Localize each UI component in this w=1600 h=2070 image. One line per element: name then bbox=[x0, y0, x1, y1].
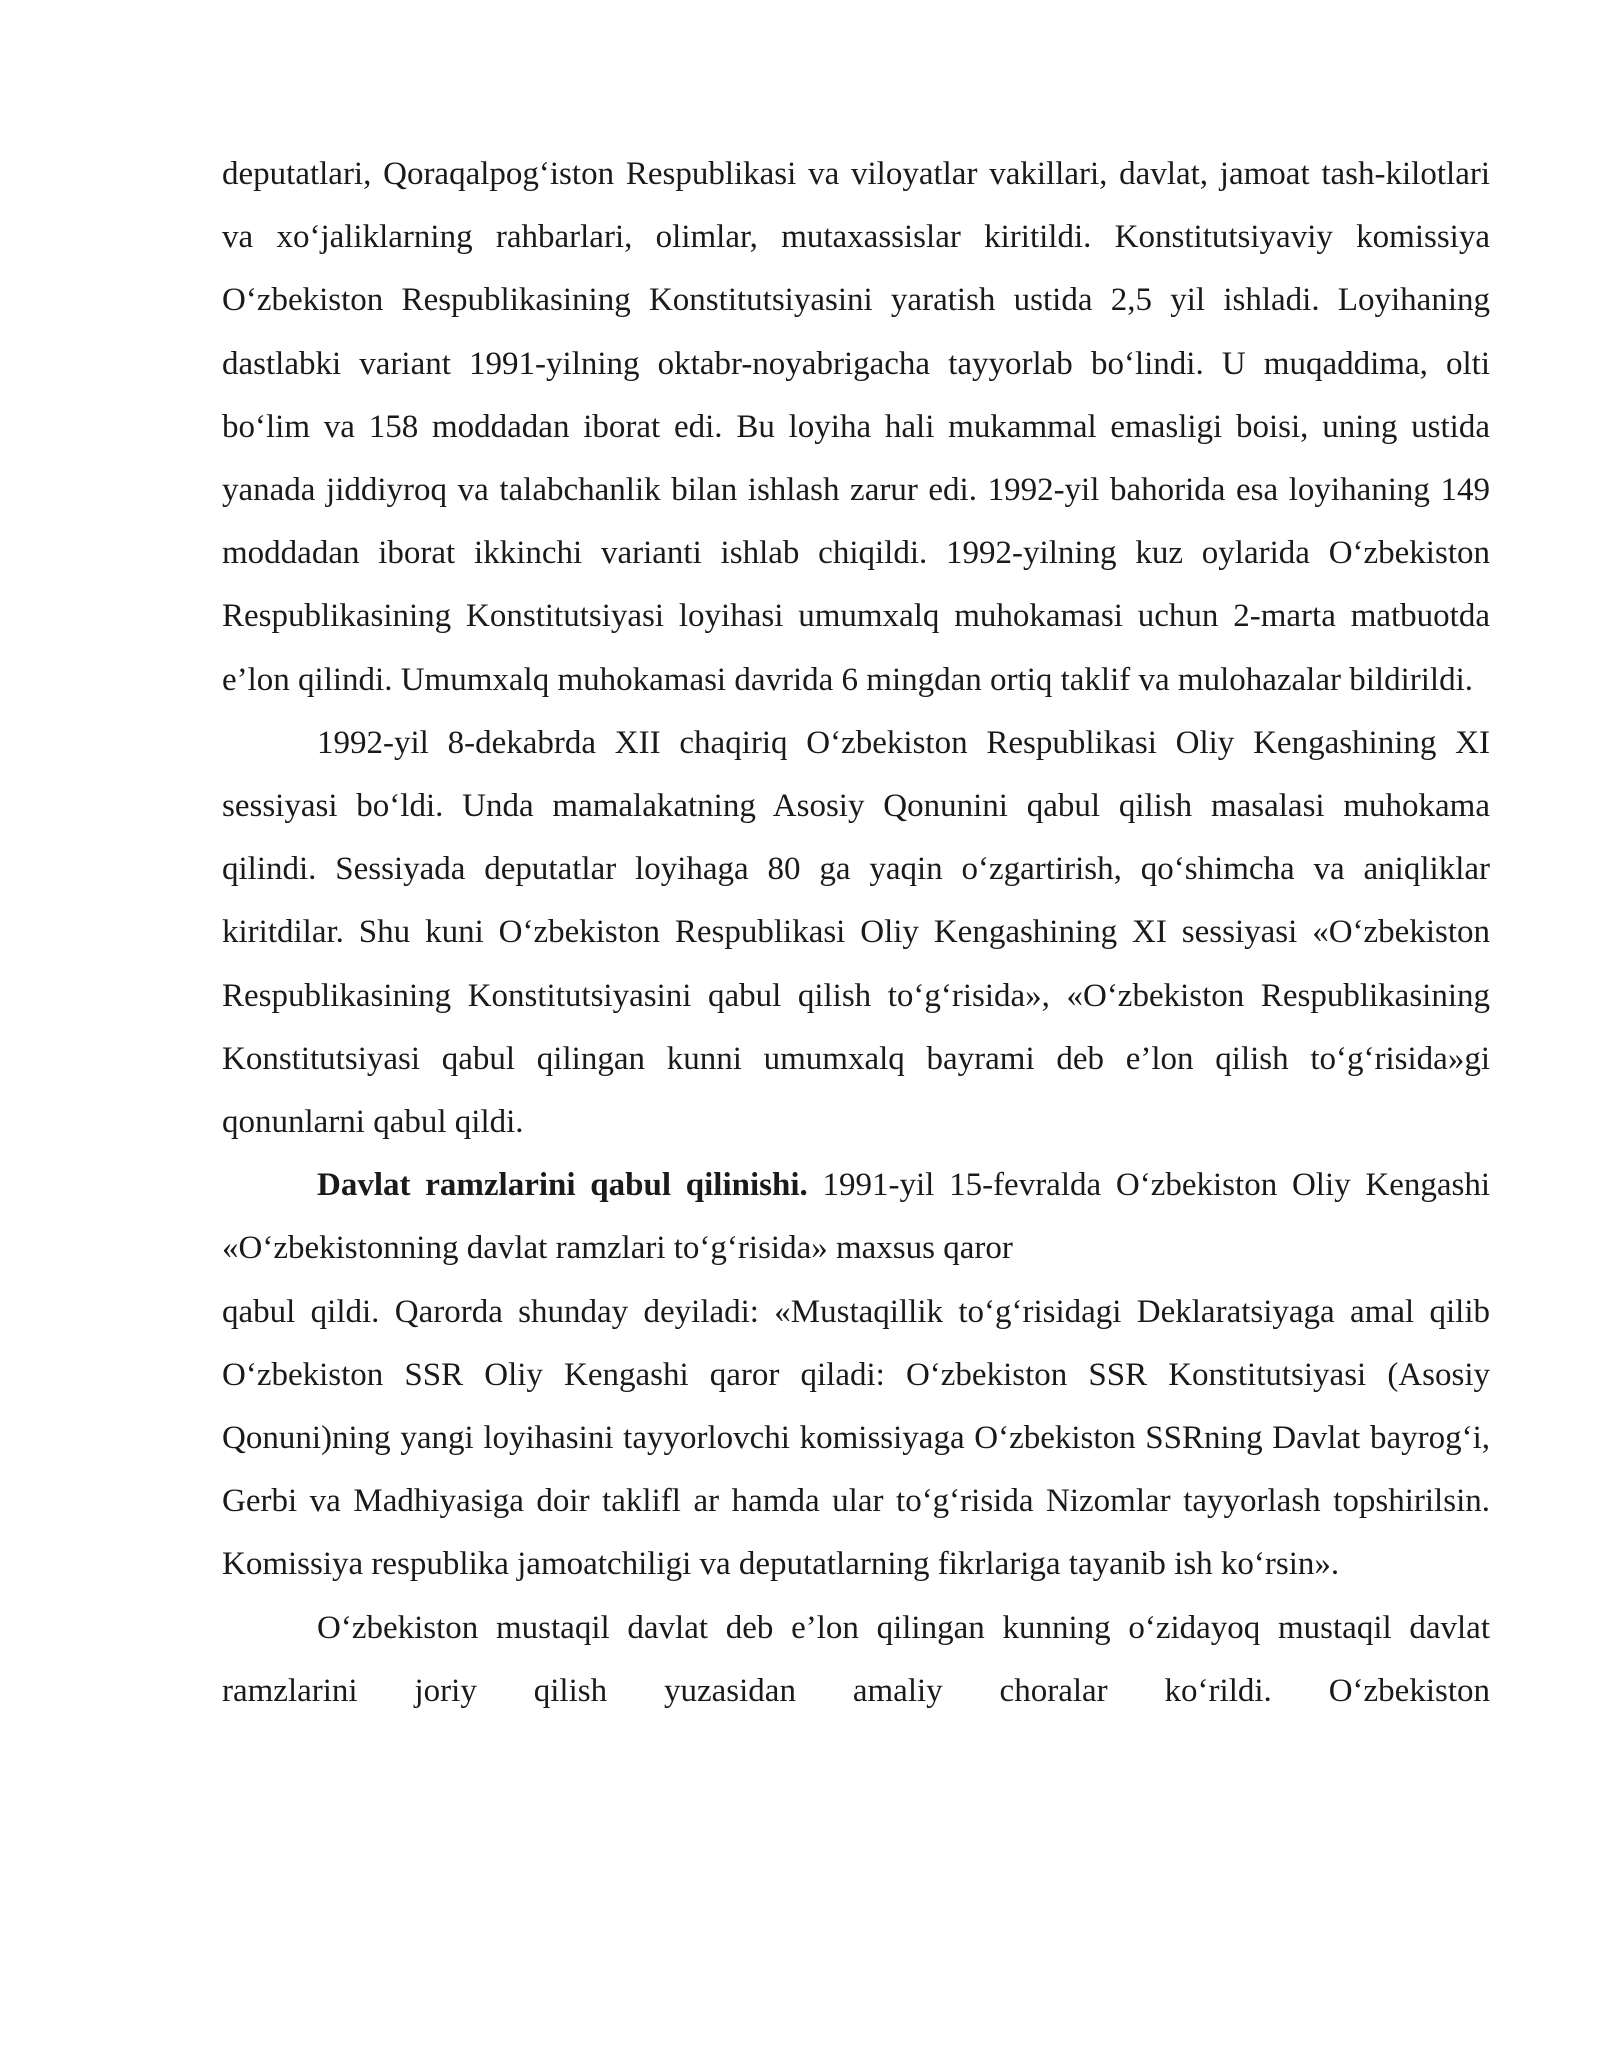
paragraph-1: deputatlari, Qoraqalpog‘iston Respublikasi va viloyatlar vakillari, davlat, jamoat tash-kilotlari va xo‘jaliklarning rahbarlari, olimlar, mutaxassislar kiritildi. Konstitutsiyaviy komissiya O‘zbekiston Respublikasining Konstitutsiyasini yaratish ustida 2,5 yil ishladi. Loyihaning dastlabki variant 1991-yilning oktabr-noyabrigacha tayyorlab bo‘lindi. U muqaddima, olti bo‘lim va 158 moddadan iborat edi. Bu loyiha hali mukammal emasligi boisi, uning ustida yanada jiddiyroq va talabchanlik bilan ishlash zarur edi. 1992-yil bahorida esa loyihaning 149 moddadan iborat ikkinchi varianti ishlab chiqildi. 1992-yilning kuz oylarida O‘zbekiston Respublikasining Konstitutsiyasi loyihasi umumxalq muhokamasi uchun 2-marta matbuotda e’lon qilindi. Umumxalq muhokamasi davrida 6 mingdan ortiq taklif va mulohazalar bildirildi. bbox=[222, 156, 1490, 698]
paragraph-3-continuation: qabul qildi. Qarorda shunday deyiladi: «Mustaqillik to‘g‘risidagi Deklaratsiyaga amal qilib O‘zbekiston SSR Oliy Kengashi qaror qiladi: O‘zbekiston SSR Konstitutsiyasi (Asosiy Qonuni)ning yangi loyihasini tayyorlovchi komissiyaga O‘zbekiston SSRning Davlat bayrog‘i, Gerbi va Madhiyasiga doir taklifl ar hamda ular to‘g‘risida Nizomlar tayyorlash topshirilsin. Komissiya respublika jamoatchiligi va deputatlarning fikrlariga tayanib ish ko‘rsin». bbox=[222, 1293, 1490, 1583]
paragraph-2: 1992-yil 8-dekabrda XII chaqiriq O‘zbekiston Respublikasi Oliy Kengashining XI sessiyasi bo‘ldi. Unda mamalakatning Asosiy Qonunini qabul qilish masalasi muhokama qilindi. Sessiyada deputatlar loyihaga 80 ga yaqin o‘zgartirish, qo‘shimcha va aniqliklar kiritdilar. Shu kuni O‘zbekiston Respublikasi Oliy Kengashining XI sessiyasi «O‘zbekiston Respublikasining Konstitutsiyasini qabul qilish to‘g‘risida», «O‘zbekiston Respublikasining Konstitutsiyasi qabul qilingan kunni umumxalq bayrami deb e’lon qilish to‘g‘risida»gi qonunlarni qabul qildi. bbox=[222, 724, 1490, 1141]
paragraph-4: O‘zbekiston mustaqil davlat deb e’lon qilingan kunning o‘zidayoq mustaqil davlat ramzlarini joriy qilish yuzasidan amaliy choralar ko‘rildi. O‘zbekiston bbox=[222, 1609, 1490, 1709]
paragraph-3-text-part-1: 1991-yil 15-fevralda O‘zbekiston Oliy Kengashi «O‘zbekistonning davlat ramzlari to‘g‘risida» maxsus qaror bbox=[222, 1167, 1490, 1267]
paragraph-3 bbox=[222, 1154, 1490, 1280]
section-heading-state-symbols: Davlat ramzlarini qabul qilinishi. bbox=[317, 1167, 808, 1204]
document-body bbox=[222, 143, 1490, 1723]
